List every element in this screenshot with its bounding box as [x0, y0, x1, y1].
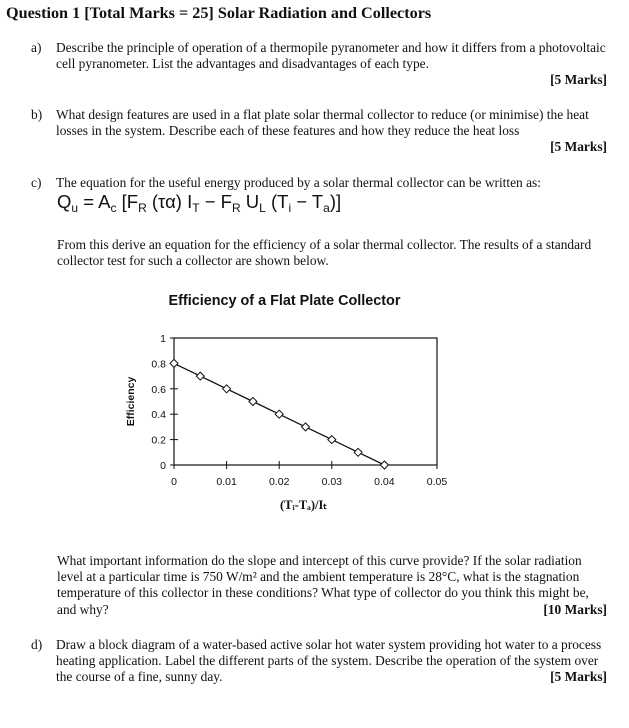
x-tick-label: 0.03 — [321, 476, 343, 488]
y-tick-label: 0 — [160, 460, 166, 472]
part-d — [31, 637, 607, 686]
x-tick-label: 0.02 — [268, 476, 290, 488]
y-tick-label: 0.4 — [151, 409, 166, 422]
part-c-text: The equation for the useful energy produced by a solar thermal collector can be written as: — [56, 175, 541, 190]
part-c-label: c) — [31, 175, 42, 190]
y-tick-label: 0.6 — [151, 383, 166, 396]
data-point — [196, 372, 204, 380]
data-point — [223, 385, 231, 393]
part-c-text3-block — [57, 553, 607, 618]
data-point — [328, 436, 336, 444]
part-d-label: d) — [31, 637, 43, 652]
x-axis-label: (Tᵢ-Tₐ)/Iₜ — [279, 498, 328, 512]
part-a-label: a) — [31, 40, 42, 55]
part-a-text: Describe the principle of operation of a thermopile pyranometer and how it differs from a photovoltaic cell pyranometer. List the advantages and disadvantages of each type. — [56, 40, 606, 72]
part-a-marks: [5 Marks] — [550, 72, 607, 88]
useful-energy-equation: $Q_u = A_c$ [$F_R$ (τα) $I_T - F_R$ $U_L$ $(T_i - T_a)$] — [57, 191, 342, 215]
x-tick-label: 0.05 — [426, 476, 448, 488]
y-tick-label: 0.8 — [151, 358, 166, 371]
y-axis-label: Efficiency — [125, 376, 137, 427]
x-tick-label: 0 — [171, 476, 177, 488]
y-tick-label: 1 — [160, 333, 166, 345]
data-point — [275, 410, 283, 418]
x-tick-label: 0.04 — [374, 476, 395, 488]
question-title: Question 1 [Total Marks = 25] Solar Radiation and Collectors — [6, 4, 432, 22]
data-point — [249, 398, 257, 406]
y-tick-label: 0.2 — [151, 434, 166, 447]
data-point — [302, 423, 310, 431]
part-b-label: b) — [31, 107, 43, 122]
part-b-marks: [5 Marks] — [550, 139, 607, 155]
part-c-text3: What important information do the slope and intercept of this curve provide? If the solar radiation level at a particular time is 750 W/m² and the ambient temperature is 28°C, what is the stagnation temperature of this collector in these conditions? What type of collector do you think this might be, and why? — [57, 553, 589, 617]
data-point — [380, 461, 388, 469]
part-b-text: What design features are used in a flat plate solar thermal collector to reduce (or minimise) the heat losses in the system. Describe each of these features and how they reduce the heat loss — [56, 107, 589, 139]
part-d-text: Draw a block diagram of a water-based active solar hot water system providing hot water to a process heating application. Label the different parts of the system. Describe the operation of the system over the course of a fine, sunny day. — [56, 637, 602, 685]
part-c-text2: From this derive an equation for the efficiency of a solar thermal collector. The results of a standard collector test for such a collector are shown below. — [57, 237, 592, 269]
data-point — [354, 448, 362, 456]
x-tick-label: 0.01 — [216, 476, 237, 488]
part-c-marks: [10 Marks] — [543, 601, 607, 617]
part-d-marks: [5 Marks] — [550, 669, 607, 685]
chart-title: Efficiency of a Flat Plate Collector — [168, 293, 401, 309]
plot-frame — [174, 338, 437, 465]
data-point — [170, 359, 178, 367]
